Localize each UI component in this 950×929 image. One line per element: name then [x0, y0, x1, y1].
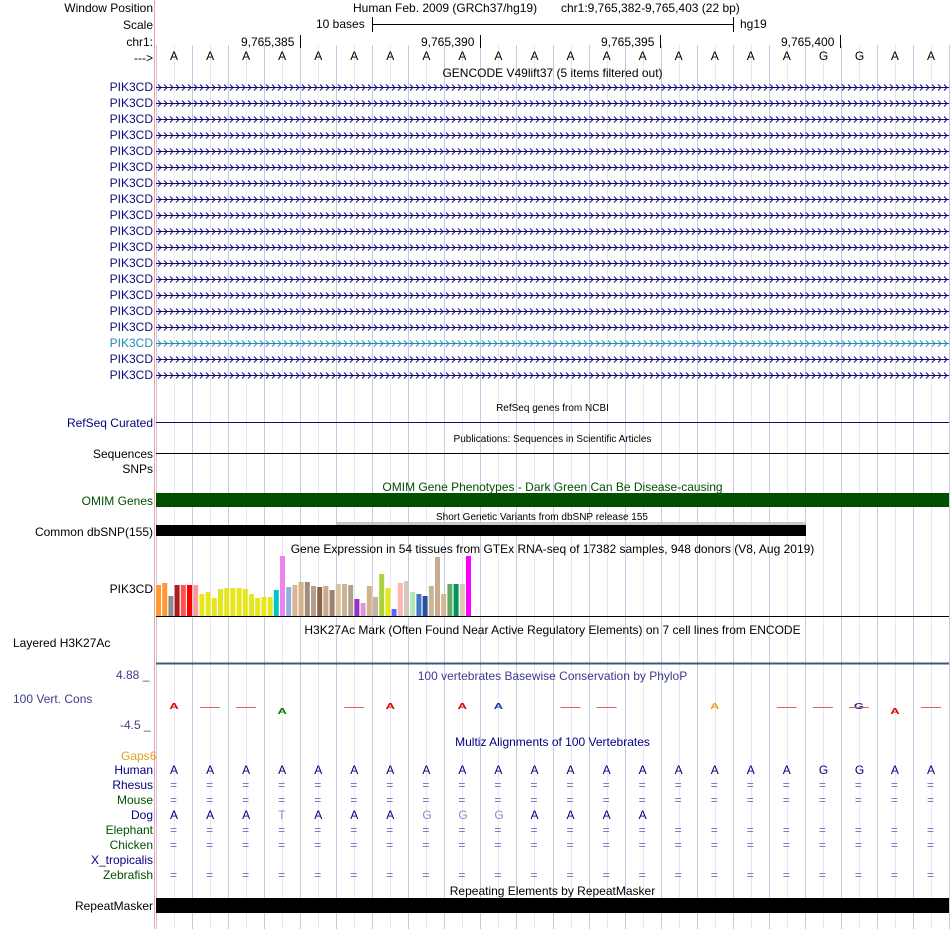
base-letter: A [746, 49, 755, 63]
refseq-label[interactable]: RefSeq Curated [66, 416, 153, 430]
alignment-base: = [638, 823, 646, 837]
alignment-base: = [566, 778, 574, 792]
alignment-base: = [602, 868, 610, 882]
gencode-item-label[interactable]: PIK3CD [109, 256, 153, 270]
alignment-base: = [170, 868, 178, 882]
alignment-base: = [854, 823, 862, 837]
alignment-base: = [530, 823, 538, 837]
alignment-base: A [890, 763, 899, 777]
alignment-base: = [926, 793, 934, 807]
gtex-tissue-bar [392, 609, 397, 616]
gtex-tissue-bar [323, 586, 328, 616]
alignment-base: = [566, 823, 574, 837]
alignment-base: = [278, 838, 286, 852]
alignment-base: G [494, 808, 504, 822]
phylop-logo-glyph: A [710, 702, 720, 712]
gtex-tissue-bar [354, 599, 359, 616]
gtex-tissue-bar [255, 598, 260, 616]
gtex-tissue-bar [237, 588, 242, 616]
db-name: hg19 [740, 17, 767, 31]
alignment-base: = [890, 793, 898, 807]
alignment-base: = [278, 778, 286, 792]
window-position-label: Window Position [64, 1, 153, 15]
alignment-base: = [818, 838, 826, 852]
gencode-item-label[interactable]: PIK3CD [109, 80, 153, 94]
gencode-item-label[interactable]: PIK3CD [109, 208, 153, 222]
alignment-base: A [386, 808, 395, 822]
gtex-tissue-bar [206, 592, 211, 616]
gtex-tissue-bar [447, 584, 452, 616]
gtex-tissue-bar [218, 589, 223, 616]
position-tick: 9,765,385 [241, 35, 295, 49]
gencode-item-label[interactable]: PIK3CD [109, 352, 153, 366]
alignment-base: A [350, 808, 359, 822]
gencode-item-label[interactable]: PIK3CD [109, 368, 153, 382]
alignment-base: = [602, 823, 610, 837]
alignment-base: A [314, 808, 323, 822]
base-letter: A [278, 49, 287, 63]
alignment-base: A [170, 808, 179, 822]
alignment-base: A [206, 808, 215, 822]
gtex-tissue-bar [249, 594, 254, 616]
alignment-base: = [170, 778, 178, 792]
alignment-base: = [350, 838, 358, 852]
alignment-base: = [818, 868, 826, 882]
gtex-tissue-bar [441, 594, 446, 616]
strand-label: ---> [134, 51, 153, 65]
gtex-tissue-bar [342, 584, 347, 616]
species-label[interactable]: Human [114, 763, 153, 777]
alignment-base: T [278, 808, 286, 822]
alignment-base: A [638, 763, 647, 777]
gencode-item-label[interactable]: PIK3CD [109, 96, 153, 110]
alignment-base: = [422, 823, 430, 837]
alignment-base: = [926, 838, 934, 852]
species-label[interactable]: Zebrafish [102, 868, 153, 882]
alignment-base: = [746, 793, 754, 807]
alignment-base: = [746, 868, 754, 882]
alignment-base: = [926, 868, 934, 882]
position-tick: 9,765,395 [601, 35, 655, 49]
gtex-tissue-bar [212, 598, 217, 616]
gtex-tissue-bar [187, 585, 192, 616]
alignment-base: = [494, 778, 502, 792]
assembly-name: Human Feb. 2009 (GRCh37/hg19) [353, 1, 538, 15]
alignment-base: = [674, 868, 682, 882]
phylop-logo-glyph: A [169, 702, 179, 712]
phylop-min-label: -4.5 _ [120, 718, 151, 732]
alignment-base: A [566, 763, 575, 777]
alignment-base: A [242, 808, 251, 822]
alignment-base: = [242, 838, 250, 852]
species-label[interactable]: Dog [130, 808, 153, 822]
gtex-tissue-bar [230, 588, 235, 616]
gaps-value: 6 [149, 749, 157, 763]
base-letter: A [242, 49, 251, 63]
gtex-tissue-bar [454, 584, 459, 616]
alignment-base: = [854, 778, 862, 792]
alignment-base: = [674, 823, 682, 837]
gtex-tissue-bar [385, 588, 390, 616]
alignment-base: = [314, 868, 322, 882]
gencode-item-label[interactable]: PIK3CD [109, 128, 153, 142]
alignment-base: = [206, 868, 214, 882]
alignment-base: = [926, 778, 934, 792]
alignment-base: G [818, 763, 829, 777]
species-label[interactable]: X_tropicalis [90, 853, 153, 867]
alignment-base: G [422, 808, 432, 822]
alignment-base: = [710, 838, 718, 852]
base-letter: A [674, 49, 683, 63]
base-letter: A [314, 49, 323, 63]
base-letter: G [818, 49, 829, 63]
base-letter: A [890, 49, 899, 63]
alignment-base: = [494, 823, 502, 837]
alignment-base: = [494, 793, 502, 807]
alignment-base: = [710, 793, 718, 807]
alignment-base: A [386, 763, 395, 777]
repeatmasker-bar [156, 898, 949, 913]
alignment-base: = [566, 793, 574, 807]
gtex-tissue-bar [423, 596, 428, 616]
alignment-base: = [350, 823, 358, 837]
base-letter: A [494, 49, 503, 63]
omim-label[interactable]: OMIM Genes [81, 494, 153, 508]
alignment-base: = [494, 868, 502, 882]
alignment-base: A [242, 763, 251, 777]
alignment-base: = [314, 778, 322, 792]
alignment-base: A [458, 763, 467, 777]
alignment-base: A [350, 763, 359, 777]
gencode-item-label[interactable]: PIK3CD [109, 160, 153, 174]
alignment-base: = [458, 838, 466, 852]
species-label[interactable]: Rhesus [112, 778, 153, 792]
gtex-tissue-bar [435, 557, 440, 616]
gtex-tissue-bar [460, 584, 465, 616]
base-letter: A [170, 49, 179, 63]
alignment-base: = [602, 778, 610, 792]
alignment-base: A [746, 763, 755, 777]
alignment-base: = [710, 823, 718, 837]
gencode-item-label[interactable]: PIK3CD [109, 192, 153, 206]
repeatmasker-track-title[interactable]: Repeating Elements by RepeatMasker [449, 884, 656, 898]
alignment-base: = [458, 778, 466, 792]
alignment-base: = [386, 838, 394, 852]
phylop-label[interactable]: 100 Vert. Cons [13, 692, 93, 706]
base-letter: A [350, 49, 359, 63]
alignment-base: A [566, 808, 575, 822]
gtex-tissue-bar [317, 587, 322, 616]
base-letter: A [638, 49, 647, 63]
alignment-base: = [926, 823, 934, 837]
alignment-base: = [782, 778, 790, 792]
gencode-item-label[interactable]: PIK3CD [109, 272, 153, 286]
alignment-base: = [242, 868, 250, 882]
h3k27ac-track-title[interactable]: H3K27Ac Mark (Often Found Near Active Regulatory Elements) on 7 cell lines from ENCODE [304, 623, 801, 637]
gtex-tissue-bar [410, 592, 415, 616]
alignment-base: = [818, 778, 826, 792]
alignment-base: = [818, 793, 826, 807]
alignment-base: A [710, 763, 719, 777]
alignment-base: = [278, 823, 286, 837]
chrom-label: chr1: [126, 35, 153, 49]
alignment-base: A [314, 763, 323, 777]
alignment-base: = [386, 868, 394, 882]
gtex-tissue-bar [367, 586, 372, 616]
gtex-tissue-bar [292, 585, 297, 616]
alignment-base: = [890, 838, 898, 852]
base-letter: A [422, 49, 431, 63]
alignment-base: = [746, 778, 754, 792]
phylop-logo-glyph: A [493, 702, 504, 712]
gencode-item-label[interactable]: PIK3CD [109, 336, 153, 350]
gencode-item-label[interactable]: PIK3CD [109, 304, 153, 318]
gaps-label-text: Gaps [121, 749, 150, 763]
base-letter: A [206, 49, 215, 63]
alignment-base: = [782, 823, 790, 837]
base-letter: A [602, 49, 611, 63]
gencode-item-label[interactable]: PIK3CD [109, 240, 153, 254]
alignment-base: = [242, 793, 250, 807]
h3k27ac-label[interactable]: Layered H3K27Ac [13, 636, 111, 650]
alignment-base: = [422, 838, 430, 852]
gencode-item-label[interactable]: PIK3CD [109, 144, 153, 158]
alignment-base: = [530, 868, 538, 882]
dbsnp-track-title[interactable]: Short Genetic Variants from dbSNP release 155 [436, 512, 648, 523]
alignment-base: A [782, 763, 791, 777]
gtex-tissue-bar [274, 590, 279, 616]
phylop-track-title[interactable]: 100 vertebrates Basewise Conservation by PhyloP [417, 669, 688, 683]
omim-track-title[interactable]: OMIM Gene Phenotypes - Dark Green Can Be Disease-causing [382, 480, 723, 494]
alignment-base: = [674, 793, 682, 807]
dbsnp-label[interactable]: Common dbSNP(155) [34, 525, 153, 539]
gtex-tissue-bar [336, 584, 341, 616]
alignment-base: = [278, 793, 286, 807]
alignment-base: G [458, 808, 468, 822]
alignment-base: A [926, 763, 935, 777]
omim-gene-bar [156, 493, 949, 507]
alignment-base: = [674, 838, 682, 852]
position-tick: 9,765,400 [781, 35, 835, 49]
alignment-base: = [782, 838, 790, 852]
base-letter: G [854, 49, 865, 63]
alignment-base: = [350, 778, 358, 792]
gtex-tissue-bar [348, 585, 353, 616]
gtex-tissue-bar [311, 586, 316, 616]
alignment-base: G [854, 763, 865, 777]
alignment-base: = [314, 823, 322, 837]
alignment-base: = [206, 823, 214, 837]
alignment-base: = [458, 868, 466, 882]
scale-text: 10 bases [316, 17, 365, 31]
alignment-base: = [818, 823, 826, 837]
publications-track-title[interactable]: Publications: Sequences in Scientific Articles [453, 434, 652, 445]
alignment-base: = [278, 868, 286, 882]
alignment-base: = [854, 868, 862, 882]
alignment-base: A [422, 763, 431, 777]
alignment-base: = [602, 793, 610, 807]
alignment-base: = [638, 778, 646, 792]
alignment-base: A [674, 763, 683, 777]
phylop-logo-glyph: A [277, 707, 287, 716]
alignment-base: = [782, 868, 790, 882]
alignment-base: A [602, 808, 611, 822]
alignment-base: = [530, 778, 538, 792]
alignment-base: A [170, 763, 179, 777]
gtex-tissue-bar [199, 594, 204, 616]
base-letter: A [386, 49, 395, 63]
phylop-max-label: 4.88 _ [116, 668, 150, 682]
alignment-base: = [746, 823, 754, 837]
alignment-base: = [242, 778, 250, 792]
gencode-item-label[interactable]: PIK3CD [109, 176, 153, 190]
alignment-base: = [710, 868, 718, 882]
alignment-base: = [422, 868, 430, 882]
alignment-base: = [350, 868, 358, 882]
alignment-base: = [566, 868, 574, 882]
species-label[interactable]: Mouse [116, 793, 153, 807]
scale-label: Scale [122, 18, 153, 32]
base-letter: A [710, 49, 719, 63]
alignment-base: = [314, 838, 322, 852]
repeatmasker-label[interactable]: RepeatMasker [74, 899, 153, 913]
alignment-base: = [710, 778, 718, 792]
alignment-base: = [530, 838, 538, 852]
alignment-base: = [890, 868, 898, 882]
alignment-base: = [674, 778, 682, 792]
alignment-base: = [602, 838, 610, 852]
gtex-tissue-bar [193, 585, 198, 616]
alignment-base: = [242, 823, 250, 837]
alignment-base: = [638, 868, 646, 882]
dbsnp-variant-bar [156, 525, 806, 536]
base-letter: A [566, 49, 575, 63]
alignment-base: = [170, 838, 178, 852]
gtex-tissue-bar [261, 597, 266, 616]
alignment-base: = [206, 778, 214, 792]
multiz-track-title[interactable]: Multiz Alignments of 100 Vertebrates [455, 735, 650, 749]
alignment-base: = [314, 793, 322, 807]
phylop-logo-glyph: G [853, 702, 864, 712]
gtex-tissue-bar [330, 590, 335, 616]
gtex-tissue-bar [268, 597, 273, 616]
alignment-base: A [602, 763, 611, 777]
alignment-base: = [458, 823, 466, 837]
gtex-tissue-bar [286, 587, 291, 616]
alignment-base: = [890, 823, 898, 837]
gtex-tissue-bar [416, 594, 421, 616]
alignment-base: = [566, 838, 574, 852]
alignment-base: = [890, 778, 898, 792]
gtex-tissue-bar [373, 597, 378, 616]
base-letter: A [458, 49, 467, 63]
gtex-tissue-bar [361, 603, 366, 616]
gtex-tissue-bar [404, 581, 409, 616]
publications-label[interactable]: Sequences [92, 447, 153, 461]
refseq-track-title[interactable]: RefSeq genes from NCBI [496, 403, 609, 414]
gtex-tissue-bar [379, 574, 384, 616]
gencode-item-label[interactable]: PIK3CD [109, 320, 153, 334]
alignment-base: = [206, 793, 214, 807]
alignment-base: A [530, 763, 539, 777]
alignment-base: A [206, 763, 215, 777]
position-tick: 9,765,390 [421, 35, 475, 49]
alignment-base: = [386, 778, 394, 792]
alignment-base: A [494, 763, 503, 777]
alignment-base: = [350, 793, 358, 807]
gaps-label [121, 749, 156, 763]
gtex-tissue-bar [280, 556, 285, 616]
alignment-base: A [278, 763, 287, 777]
species-label[interactable]: Elephant [105, 823, 153, 837]
base-letter: A [926, 49, 935, 63]
gtex-tissue-bar [243, 589, 248, 616]
base-letter: A [530, 49, 539, 63]
gtex-tissue-bar [168, 596, 173, 616]
gtex-tissue-bar [175, 585, 180, 616]
gtex-label[interactable]: PIK3CD [109, 582, 153, 596]
alignment-base: = [170, 793, 178, 807]
species-label[interactable]: Chicken [109, 838, 153, 852]
alignment-base: = [422, 778, 430, 792]
gencode-item-label[interactable]: PIK3CD [109, 112, 153, 126]
alignment-base: = [530, 793, 538, 807]
gtex-tissue-bar [299, 582, 304, 616]
gtex-track-title[interactable]: Gene Expression in 54 tissues from GTEx RNA-seq of 17382 samples, 948 donors (V8, Aug 2019) [290, 542, 815, 556]
gtex-tissue-bar [156, 585, 161, 616]
gencode-item-label[interactable]: PIK3CD [109, 288, 153, 302]
base-letter: A [782, 49, 791, 63]
phylop-logo-glyph: A [385, 702, 395, 712]
alignment-base: A [638, 808, 647, 822]
alignment-base: = [854, 793, 862, 807]
gtex-tissue-bar [305, 582, 310, 616]
alignment-base: = [746, 838, 754, 852]
alignment-base: = [170, 823, 178, 837]
snps-label[interactable]: SNPs [122, 462, 153, 476]
alignment-base: = [422, 793, 430, 807]
alignment-base: = [386, 793, 394, 807]
alignment-base: = [854, 838, 862, 852]
gtex-tissue-bar [466, 556, 471, 616]
gencode-item-label[interactable]: PIK3CD [109, 224, 153, 238]
gtex-tissue-bar [429, 586, 434, 616]
gtex-tissue-bar [398, 583, 403, 616]
alignment-base: = [638, 838, 646, 852]
phylop-logo-glyph: A [457, 702, 468, 712]
gencode-track-title[interactable]: GENCODE V49lift37 (5 items filtered out) [442, 66, 663, 80]
alignment-base: = [638, 793, 646, 807]
gtex-tissue-bar [181, 585, 186, 616]
phylop-logo-glyph: A [890, 707, 900, 716]
alignment-base: = [386, 823, 394, 837]
position-range[interactable]: chr1:9,765,382-9,765,403 (22 bp) [561, 1, 740, 15]
alignment-base: A [530, 808, 539, 822]
alignment-base: = [458, 793, 466, 807]
alignment-base: = [494, 838, 502, 852]
alignment-base: = [206, 838, 214, 852]
gtex-tissue-bar [224, 588, 229, 616]
gtex-tissue-bar [162, 583, 167, 616]
alignment-base: = [782, 793, 790, 807]
